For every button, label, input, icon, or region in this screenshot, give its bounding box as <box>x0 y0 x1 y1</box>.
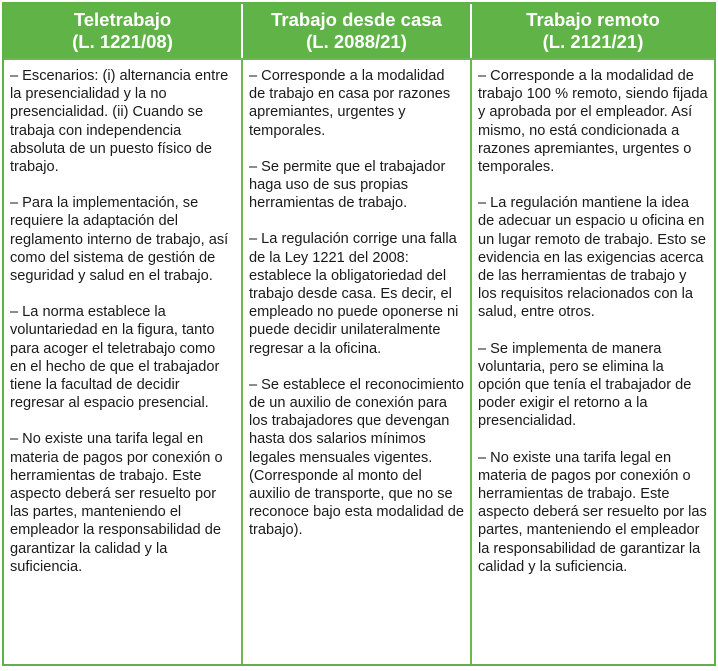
list-item: – No existe una tarifa legal en materia de pagos por conexión o herramientas de trabajo. Este aspecto deberá ser resuelto por las partes, manteniendo el empleador la responsabilidad de garantizar la calidad y la suficiencia. <box>10 431 223 575</box>
list-item: – La regulación corrige una falla de la Ley 1221 del 2008: establece la obligatoriedad del trabajo desde casa. Es decir, el empleado no puede oponerse ni puede decidir unilateralmente regresar a la oficina. <box>249 231 459 357</box>
header-row <box>4 4 714 58</box>
list-item: – Se permite que el trabajador haga uso de sus propias herramientas de trabajo. <box>249 158 446 212</box>
list-item: – La norma establece la voluntariedad en la figura, tanto para acoger el teletrabajo como en el hecho de que el trabajador tiene la facultad de decidir regresar al espacio presencial. <box>10 304 220 412</box>
body-row <box>4 58 714 664</box>
column-cell-teletrabajo <box>4 58 243 664</box>
column-header-trabajo-remoto <box>472 4 714 58</box>
list-item: – Se implementa de manera voluntaria, pero se elimina la opción que tenía el trabajador de poder exigir el retorno a la presencialidad. <box>478 340 692 430</box>
list-item: – Escenarios: (i) alternancia entre la presencialidad y la no presencialidad. (ii) Cuando se trabaja con independencia absoluta de un puesto físico de trabajo. <box>10 68 229 176</box>
column-header-teletrabajo <box>4 4 243 58</box>
list-item: – Se establece el reconocimiento de un auxilio de conexión para los trabajadores que devengan hasta dos salarios mínimos legales mensuales vigentes. (Corresponde al monto del auxilio de transporte, que no se reconoce bajo esta modalidad de trabajo). <box>249 376 465 539</box>
list-item: – Corresponde a la modalidad de trabajo en casa por razones apremiantes, urgentes y temporales. <box>249 68 451 139</box>
comparison-table <box>2 2 716 666</box>
column-title: Teletrabajo <box>73 9 172 30</box>
column-cell-trabajo-desde-casa <box>243 58 472 664</box>
list-item: – Corresponde a la modalidad de trabajo 100 % remoto, siendo fijada y aprobada por el empleador. Así mismo, no está condicionada a razones apremiantes, urgentes o temporales. <box>478 68 708 176</box>
list-item: – La regulación mantiene la idea de adecuar un espacio u oficina en un lugar remoto de trabajo. Esto se evidencia en las exigencias acerca de las herramientas de trabajo y los requisitos relacionados con la salud, entre otros. <box>478 195 706 321</box>
list-item: – No existe una tarifa legal en materia de pagos por conexión o herramientas de trabajo. Este aspecto deberá ser resuelto por las partes, manteniendo el empleador la responsabilidad de garantizar la calidad y la suficiencia. <box>478 449 707 575</box>
column-law: (L. 2088/21) <box>306 31 407 52</box>
column-title: Trabajo desde casa <box>271 9 442 30</box>
list-item: – Para la implementación, se requiere la adaptación del reglamento interno de trabajo, así como del sistema de gestión de seguridad y salud en el trabajo. <box>10 195 229 285</box>
column-law: (L. 2121/21) <box>542 31 644 52</box>
column-header-trabajo-desde-casa <box>243 4 472 58</box>
column-cell-trabajo-remoto <box>472 58 714 664</box>
column-law: (L. 1221/08) <box>72 31 173 52</box>
column-title: Trabajo remoto <box>526 9 660 30</box>
